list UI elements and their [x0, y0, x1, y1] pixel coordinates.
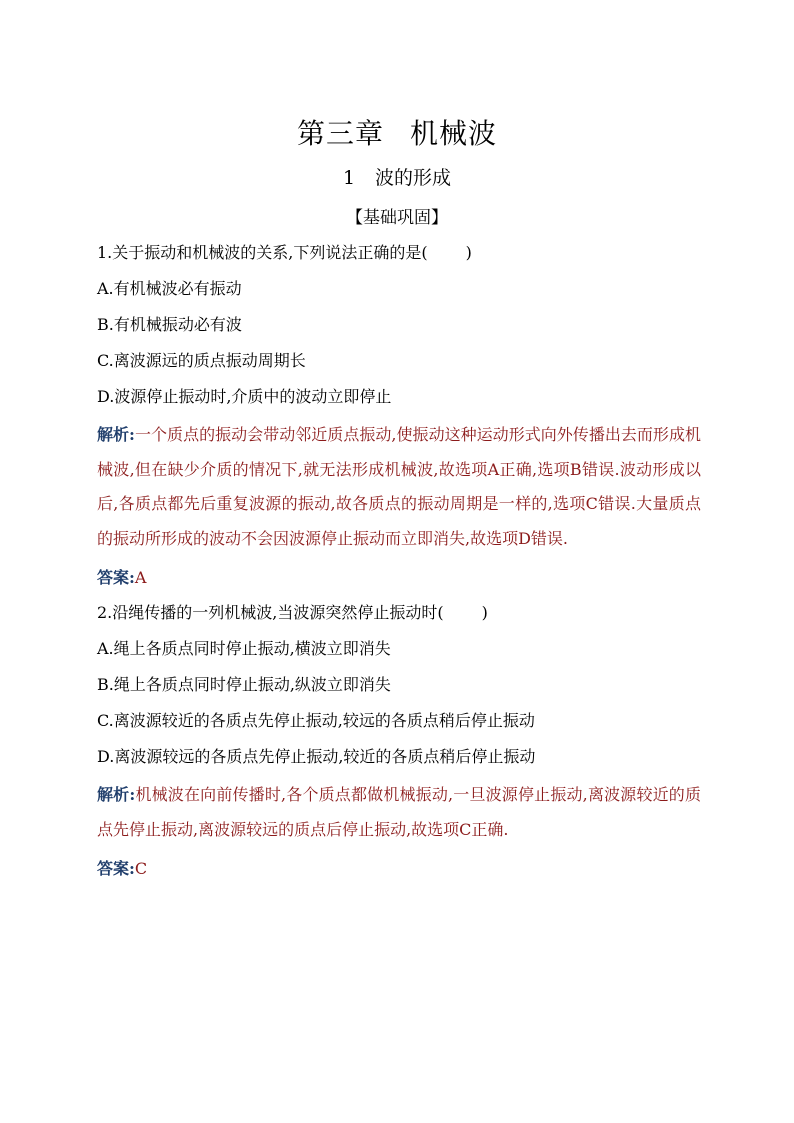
section-number: 1: [342, 167, 356, 189]
chapter-name: 机械波: [410, 117, 498, 150]
explanation: [97, 778, 701, 847]
answer-value: C: [134, 859, 148, 878]
answer: [97, 558, 701, 598]
basic-consolidation-heading: 【基础巩固】: [346, 208, 448, 228]
option-a: A.有机械波必有振动: [97, 279, 242, 298]
option-d: D.离波源较远的各质点先停止振动,较近的各质点稍后停止振动: [97, 747, 536, 766]
option-a: A.绳上各质点同时停止振动,横波立即消失: [97, 639, 391, 658]
explanation-label: 解析:: [97, 785, 136, 804]
option-d: D.波源停止振动时,介质中的波动立即停止: [97, 387, 392, 406]
option-c: C.离波源远的质点振动周期长: [97, 351, 306, 370]
question-stem: 2.沿绳传播的一列机械波,当波源突然停止振动时( ): [97, 603, 488, 622]
explanation-text: 机械波在向前传播时,各个质点都做机械振动,一旦波源停止振动,离波源较近的质点先停止振动,离波源较远的质点后停止振动,故选项C正确.: [97, 785, 701, 839]
question-2: [97, 598, 701, 889]
option-b: B.绳上各质点同时停止振动,纵波立即消失: [97, 675, 391, 694]
question-stem: 1.关于振动和机械波的关系,下列说法正确的是( ): [97, 243, 472, 262]
answer-value: A: [134, 568, 147, 587]
chapter-label: 第三章: [296, 117, 384, 150]
option-c: C.离波源较近的各质点先停止振动,较远的各质点稍后停止振动: [97, 711, 535, 730]
explanation-label: 解析:: [97, 425, 135, 444]
explanation-text: 一个质点的振动会带动邻近质点振动,使振动这种运动形式向外传播出去而形成机械波,但在缺少介质的情况下,就无法形成机械波,故选项A正确,选项B错误.波动形成以后,各质点都先后重复波源的振动,故各质点的振动周期是一样的,选项C错误.大量质点的振动所形成的波动不会因波源停止振动而立即消失,故选项D错误.: [97, 425, 701, 548]
question-1: [97, 238, 701, 598]
chapter-title: [0, 112, 794, 152]
answer: [97, 849, 701, 889]
section-name: 波的形成: [375, 167, 452, 189]
answer-label: 答案:: [97, 568, 135, 587]
option-b: B.有机械振动必有波: [97, 315, 242, 334]
answer-label: 答案:: [97, 859, 135, 878]
section-title: [0, 163, 794, 190]
question-list: [97, 238, 701, 889]
explanation: [97, 418, 701, 556]
